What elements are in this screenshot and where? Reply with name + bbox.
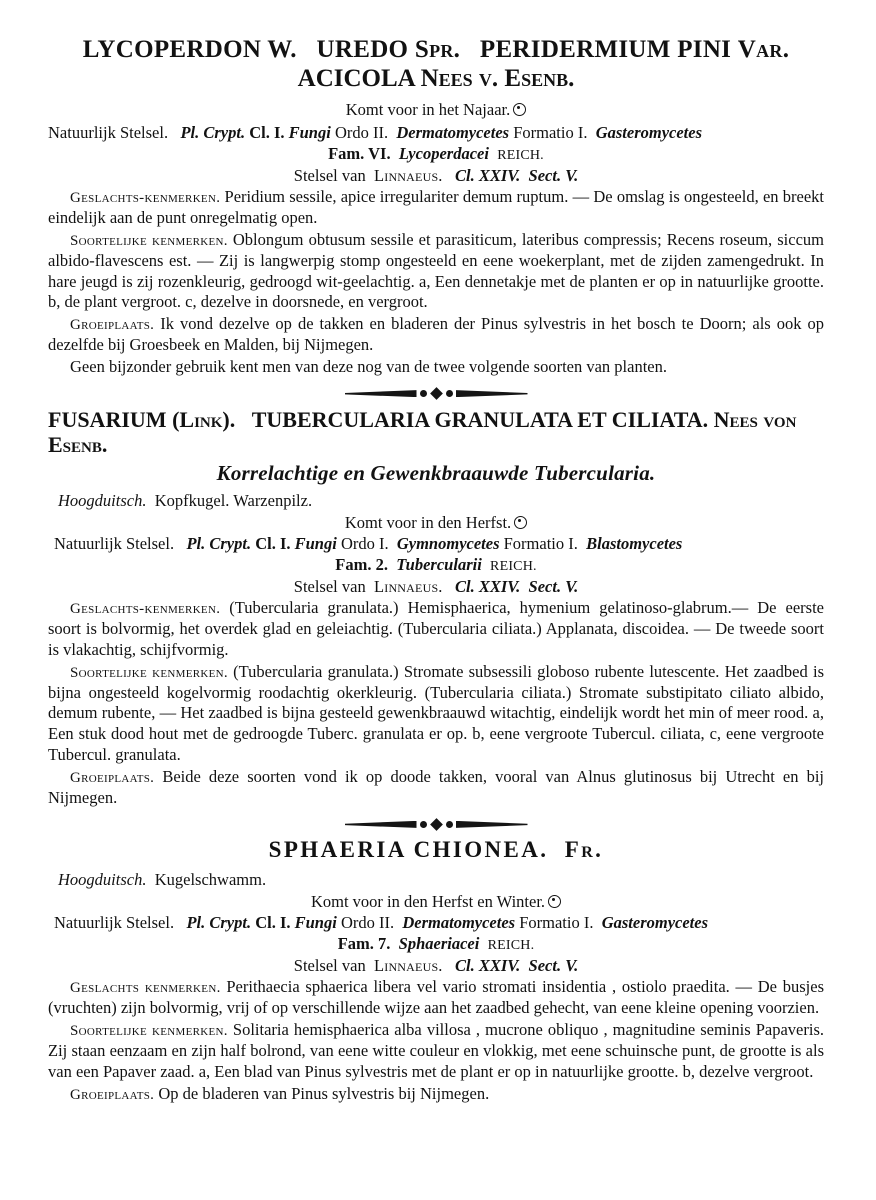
section-fusarium (48, 407, 824, 809)
paragraph-text: Perithaecia sphaerica libera vel vario stromati insidentia , ostiolo praedita. — De busjes (vruchten) zijn bolvormig, vrij of op verschillende wijze aan het zaadbed gehecht, van eene kleine opening voorzien. (48, 977, 825, 1018)
classis-name: Gymnomycetes (396, 533, 500, 553)
fam-name: Sphaeriacei (398, 934, 480, 954)
family-line-sphaeria (48, 933, 824, 955)
paragraph-groeiplaats-1 (48, 314, 824, 356)
classis-name: Dermatomycetes (402, 912, 516, 932)
divider-dot-icon (446, 821, 453, 828)
formatio-label: Formatio I. (519, 912, 594, 932)
vernacular-title-fusarium: Korrelachtige en Gewenkbraauwde Tubercularia. (216, 461, 656, 486)
sun-symbol-icon (548, 895, 561, 908)
title-author-fr: Fr. (564, 837, 604, 863)
ordo-label: Ordo II. (334, 122, 389, 142)
season-text: Komt voor in den Herfst en Winter. (310, 891, 546, 911)
season-text: Komt voor in het Najaar. (345, 99, 511, 119)
natuurlijk-stelsel-label: Natuurlijk Stelsel. (54, 533, 175, 553)
paragraph-gebruik-note (48, 357, 824, 378)
ordo-label: Ordo II. (340, 912, 395, 932)
paragraph-lead: Groeiplaats. (70, 769, 155, 786)
subclass-name: Gasteromycetes (601, 912, 709, 932)
fam-name: Tubercularii (396, 555, 482, 575)
paragraph-lead: Soortelijke kenmerken. (70, 232, 228, 249)
paragraph-lead: Soortelijke kenmerken. (70, 664, 228, 681)
section-title-line1 (48, 36, 824, 64)
linnaeus-name: Linnaeus. (373, 577, 443, 597)
hoogduitsch-label: Hoogduitsch. (58, 491, 147, 511)
ornamental-divider-1 (48, 385, 824, 403)
linnaeus-line-lycoperdon (48, 165, 824, 186)
paragraph-text: (Tubercularia granulata.) Hemisphaerica, hymenium gelatinoso-glabrum.— De eerste soort is bolvormig, het overdek glad en geleiachtig. (Tubercularia ciliata.) Applanata, discoidea. — De tweede soort is vlakachtig, schijfvormig. (48, 598, 824, 659)
formatio-label: Formatio I. (513, 122, 588, 142)
sun-symbol-icon (513, 103, 526, 116)
section-lycoperdon (48, 36, 824, 378)
paragraph-groeiplaats-2 (48, 767, 824, 809)
divider-diamond-icon (430, 818, 443, 831)
title-var-label: Var. (737, 36, 790, 63)
hoogduitsch-line-sphaeria (48, 869, 824, 890)
title-genus-lycoperdon: LYCOPERDON W. (82, 36, 297, 63)
fam-name: Lycoperdacei (398, 144, 489, 164)
linnaeus-cl: Cl. XXIV. (455, 577, 521, 597)
title-species-peridermium: PERIDERMIUM PINI (479, 36, 732, 63)
hoogduitsch-value: Kopfkugel. Warzenpilz. (154, 491, 313, 511)
season-line-sphaeria (48, 891, 824, 912)
paragraph-text: (Tubercularia granulata.) Stromate subsessili globoso rubente lutescente. Het zaadbed is bijna ongesteeld kogelvormig roodachtig okerkleurig. (Tubercularia ciliata.) Stromate substipitato ciliato albido, demum rubente, — Het zaadbed is bijna gesteeld gewenkbraauwd witachtig, eindelijk wordt het min of meer rood. a, Een stuk dood hout met de gedroogde Tuberc. granulata er op. b, eene vergroote Tubercul. ciliata, c, eene vergroote Tubercul. granulata. (48, 661, 824, 764)
linnaeus-cl: Cl. XXIV. (455, 956, 521, 976)
linnaeus-label: Stelsel van (293, 956, 366, 976)
paragraph-lead: Groeiplaats. (70, 1086, 155, 1103)
title-author-spr: Spr. (414, 36, 461, 63)
system-line-1-fusarium (48, 533, 824, 554)
divider-dot-icon (420, 821, 427, 828)
title-author-nees-von-esenb: Nees von Esenb. (48, 406, 797, 457)
fungi-label: Fungi (294, 533, 337, 553)
section-title-sphaeria (48, 837, 824, 863)
paragraph-text: Oblongum obtusum sessile et parasiticum, lateribus compressis; Recens roseum, siccum albido-flavescens est. — Zij is langwerpig stomp ongesteeld en eene woekerplant, met de zijden zamengedrukt. In hare jeugd is zij rozenkleurig, gedroogd wit-geelachtig. a, Een dennetakje met de planten er op in natuurlijke grootte. b, de plant vergroot. c, dezelve in doorsnede, en vergroot. (48, 229, 824, 312)
fam-author: REICH. (497, 148, 544, 164)
fam-label: Fam. 2. (335, 555, 388, 575)
linnaeus-label: Stelsel van (293, 577, 366, 597)
pl-crypt: Pl. Crypt. (186, 912, 252, 932)
title-species-tubercularia: TUBERCULARIA GRANULATA ET CILIATA. (251, 406, 709, 432)
linnaeus-label: Stelsel van (293, 166, 366, 186)
ornamental-divider-2 (48, 815, 824, 833)
paragraph-lead: Soortelijke kenmerken. (70, 1023, 228, 1040)
divider-right-bar-icon (456, 390, 528, 397)
linnaeus-name: Linnaeus. (373, 166, 443, 186)
sun-symbol-icon (514, 516, 527, 529)
section-sphaeria (48, 837, 824, 1104)
linnaeus-cl: Cl. XXIV. (455, 166, 521, 186)
divider-diamond-icon (430, 387, 443, 400)
paragraph-soortelijke-kenmerken-1 (48, 230, 824, 313)
divider-dot-icon (420, 390, 427, 397)
classis-cl: Cl. I. (255, 533, 291, 553)
title-author-nees: Nees v. Esenb. (420, 65, 575, 92)
hoogduitsch-value: Kugelschwamm. (154, 870, 267, 890)
fam-label: Fam. 7. (337, 934, 391, 954)
classis-cl: Cl. I. (255, 912, 291, 932)
divider-dot-icon (446, 390, 453, 397)
fungi-label: Fungi (294, 912, 337, 932)
natuurlijk-stelsel-label: Natuurlijk Stelsel. (54, 912, 175, 932)
fungi-label: Fungi (288, 122, 331, 142)
system-line-1-lycoperdon (48, 122, 824, 143)
paragraph-text: Peridium sessile, apice irregulariter demum ruptum. — De omslag is ongesteeld, en breekt eindelijk aan de punt onregelmatig open. (48, 187, 825, 228)
formatio-label: Formatio I. (503, 533, 578, 553)
paragraph-lead: Geslachts-kenmerken. (70, 601, 221, 618)
paragraph-text: Solitaria hemisphaerica alba villosa , mucrone obliquo , magnitudine seminis Papaveris. Zij staan eenzaam en zijn half bolrond, van eene witte couleur en vlokkig, met eene schuinsche punt, de grootte is als van een Papaver zaad. a, Een blad van Pinus sylvestris met de plant er op in natuurlijke grootte. b, dezelve vergroot. (48, 1020, 825, 1081)
pl-crypt: Pl. Crypt. (186, 533, 252, 553)
title-genus-uredo: UREDO (316, 36, 409, 63)
paragraph-groeiplaats-3 (48, 1084, 824, 1105)
divider-left-bar-icon (345, 390, 417, 397)
linnaeus-line-sphaeria (48, 955, 824, 976)
paragraph-geslachts-kenmerken-3 (48, 977, 824, 1019)
paragraph-text: Geen bijzonder gebruik kent men van deze nog van de twee volgende soorten van planten. (70, 356, 667, 376)
paragraph-soortelijke-kenmerken-2 (48, 662, 824, 766)
paragraph-lead: Geslachts-kenmerken. (70, 190, 221, 207)
subclass-name: Blastomycetes (586, 533, 683, 553)
paragraph-text: Ik vond dezelve op de takken en bladeren der Pinus sylvestris in het bosch te Doorn; als ook op dezelfde bij Groesbeek en Malden, bij Nijmegen. (48, 314, 825, 355)
linnaeus-sect: Sect. V. (528, 577, 579, 597)
section-title-line2 (48, 65, 824, 94)
hoogduitsch-line-fusarium (48, 490, 824, 511)
title-variety-acicola: ACICOLA (297, 65, 415, 92)
paragraph-text: Op de bladeren van Pinus sylvestris bij Nijmegen. (158, 1083, 490, 1103)
linnaeus-sect: Sect. V. (528, 956, 579, 976)
fam-author: REICH. (487, 938, 535, 954)
linnaeus-sect: Sect. V. (528, 166, 579, 186)
hoogduitsch-label: Hoogduitsch. (58, 870, 147, 890)
season-line-lycoperdon (48, 99, 824, 120)
season-line-fusarium (48, 512, 824, 533)
title-species-sphaeria-chionea: SPHAERIA CHIONEA. (268, 837, 549, 863)
paragraph-geslachts-kenmerken-2 (48, 598, 824, 660)
fam-author: REICH. (490, 559, 537, 575)
title-genus-fusarium: FUSARIUM (48, 406, 167, 432)
family-line-lycoperdon (48, 143, 824, 165)
paragraph-lead: Geslachts kenmerken. (70, 980, 221, 997)
family-line-fusarium (48, 554, 824, 576)
divider-left-bar-icon (345, 821, 417, 828)
classis-cl: Cl. I. (249, 122, 285, 142)
system-line-1-sphaeria (48, 912, 824, 933)
linnaeus-name: Linnaeus. (373, 956, 443, 976)
fam-label: Fam. VI. (328, 144, 391, 164)
paragraph-soortelijke-kenmerken-3 (48, 1020, 824, 1082)
paragraph-text: Beide deze soorten vond ik op doode takken, vooral van Alnus glutinosus bij Utrecht en bij Nijmegen. (48, 766, 825, 807)
linnaeus-line-fusarium (48, 576, 824, 597)
pl-crypt: Pl. Crypt. (180, 122, 246, 142)
title-author-link: (Link). (172, 406, 236, 432)
section-title-fusarium (48, 407, 824, 458)
divider-right-bar-icon (456, 821, 528, 828)
ordo-label: Ordo I. (340, 533, 389, 553)
subclass-name: Gasteromycetes (595, 122, 703, 142)
season-text: Komt voor in den Herfst. (344, 512, 512, 532)
natuurlijk-stelsel-label: Natuurlijk Stelsel. (48, 122, 169, 142)
paragraph-geslachts-kenmerken-1 (48, 187, 824, 229)
classis-name: Dermatomycetes (396, 122, 510, 142)
paragraph-lead: Groeiplaats. (70, 317, 155, 334)
